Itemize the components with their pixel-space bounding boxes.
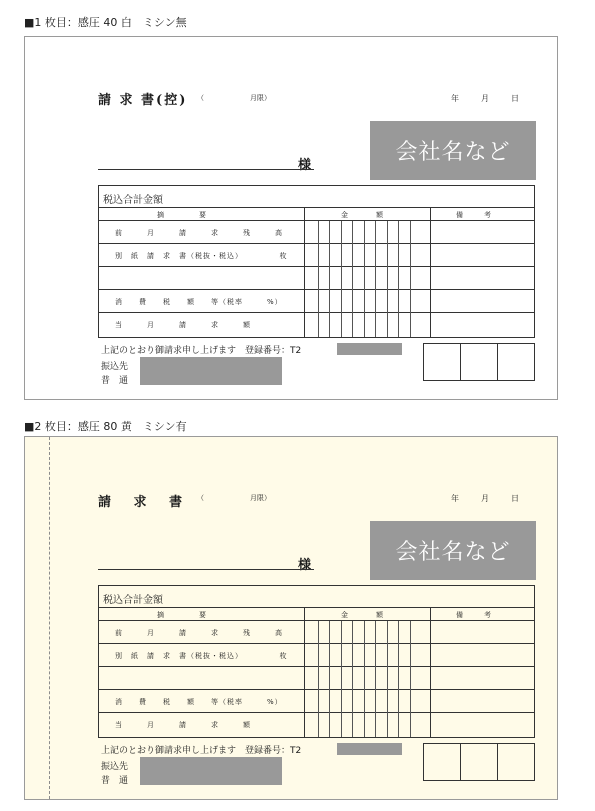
month-label: 月	[481, 94, 489, 103]
company-name-box: 会社名など	[370, 121, 536, 180]
honorific: 様	[298, 158, 312, 173]
table-row: 別 紙 請 求 書（税抜・税込） 枚	[99, 644, 534, 667]
recipient-line	[98, 569, 314, 570]
total-row	[99, 186, 534, 208]
deadline-field: （ 月限）	[197, 494, 271, 502]
stamp-boxes	[423, 343, 535, 381]
total-label: 税込合計金額	[103, 595, 163, 606]
header-description: 摘 要	[157, 611, 206, 619]
day-label: 日	[511, 94, 519, 103]
date-field	[451, 493, 541, 504]
sheet2-caption: ■2 枚目：感圧 80 黄 ミシン有	[24, 420, 187, 433]
table-row: 別 紙 請 求 書（税抜・税込） 枚	[99, 244, 534, 267]
account-type: 普 通	[101, 376, 129, 386]
footer-text: 上記のとおり御請求申し上げます 登録番号：T2	[101, 746, 302, 756]
header-notes: 備 考	[456, 211, 491, 219]
honorific: 様	[298, 558, 312, 573]
month-label: 月	[481, 494, 489, 503]
invoice-sheet-original	[24, 436, 558, 800]
header-amount: 金 額	[341, 211, 383, 219]
bank-info-redacted	[140, 757, 282, 785]
stamp-boxes	[423, 743, 535, 781]
bank-label: 振込先	[101, 362, 129, 372]
table-row: 前 月 請 求 残 高	[99, 621, 534, 644]
registration-number-redacted	[337, 343, 402, 355]
header-notes: 備 考	[456, 611, 491, 619]
year-label: 年	[451, 494, 459, 503]
total-label: 税込合計金額	[103, 195, 163, 206]
day-label: 日	[511, 494, 519, 503]
header-row	[99, 608, 534, 621]
table-row	[99, 267, 534, 290]
year-label: 年	[451, 94, 459, 103]
table-row: 消 費 税 額 等（税率 %）	[99, 690, 534, 713]
invoice-table	[98, 185, 535, 338]
table-row: 前 月 請 求 残 高	[99, 221, 534, 244]
bank-info-redacted	[140, 357, 282, 385]
bank-label: 振込先	[101, 762, 129, 772]
table-row: 当 月 請 求 額	[115, 721, 251, 729]
perforation-line	[49, 437, 50, 799]
footer-text: 上記のとおり御請求申し上げます 登録番号：T2	[101, 346, 302, 356]
sheet1-caption: ■1 枚目：感圧 40 白 ミシン無	[24, 16, 187, 29]
invoice-title: 請 求 書	[98, 495, 192, 510]
invoice-title: 請 求 書(控)	[98, 93, 188, 108]
account-type: 普 通	[101, 776, 129, 786]
total-row	[99, 586, 534, 608]
header-row	[99, 208, 534, 221]
invoice-sheet-copy	[24, 36, 558, 400]
invoice-table	[98, 585, 535, 738]
recipient-line	[98, 169, 314, 170]
date-field	[451, 93, 541, 104]
company-name-box: 会社名など	[370, 521, 536, 580]
header-amount: 金 額	[341, 611, 383, 619]
header-description: 摘 要	[157, 211, 206, 219]
table-row: 消 費 税 額 等（税率 %）	[99, 290, 534, 313]
registration-number-redacted	[337, 743, 402, 755]
table-row: 当 月 請 求 額	[115, 321, 251, 329]
table-row	[99, 667, 534, 690]
deadline-field: （ 月限）	[197, 94, 271, 102]
